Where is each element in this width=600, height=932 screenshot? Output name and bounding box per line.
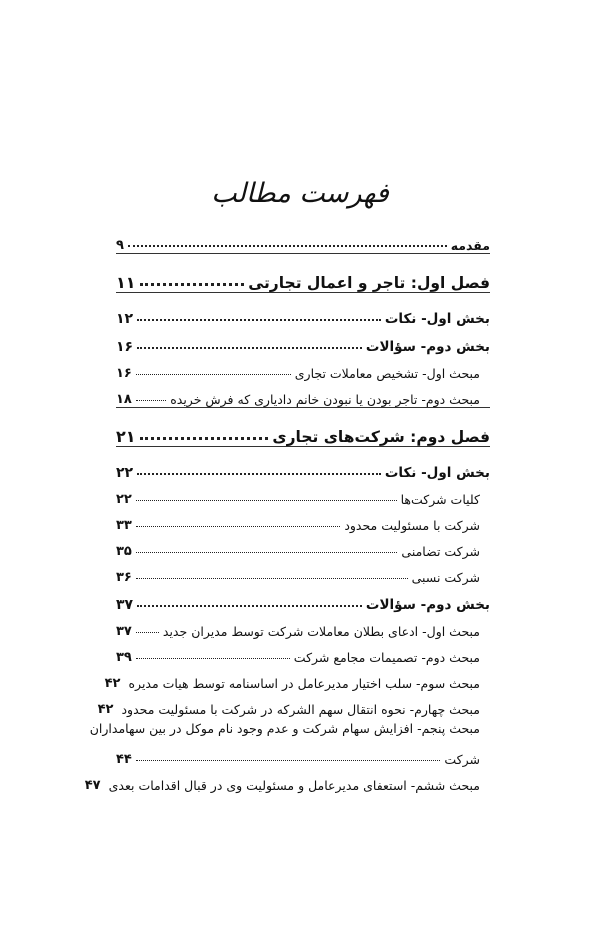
- toc-page-number: ۳۶: [116, 570, 132, 585]
- dot-leader: [136, 551, 398, 553]
- toc-entry-topic: [116, 613, 490, 639]
- toc-entry-text: مبحث چهارم- نحوه انتقال سهم الشرکه در شرکت با مسئولیت محدود: [121, 702, 480, 717]
- toc-entry-text: بخش دوم- سؤالات: [365, 339, 490, 355]
- toc-entry-text: مبحث دوم- تاجر بودن یا نبودن خانم دادیاری که فرش خریده: [170, 392, 480, 407]
- toc-entry-text: مبحث اول- ادعای بطلان معاملات شرکت توسط مدیران جدید: [162, 624, 480, 639]
- toc-entry-line: [116, 741, 480, 767]
- toc-entry-text: شرکت تضامنی: [401, 544, 480, 559]
- dot-leader: [136, 499, 397, 501]
- dot-leader: [140, 282, 245, 286]
- toc-page-number: ۴۲: [104, 676, 121, 691]
- toc-entry-text: مبحث اول- تشخیص معاملات تجاری: [294, 366, 480, 381]
- dot-leader: [128, 244, 447, 247]
- dot-leader: [137, 346, 362, 349]
- dot-leader: [136, 525, 340, 527]
- toc-entry-text: بخش اول- نکات: [384, 465, 490, 481]
- divider: [116, 407, 490, 408]
- toc-page-number: ۱۸: [116, 392, 132, 407]
- toc-entry-topic: [104, 665, 490, 691]
- toc-entry-part: [116, 453, 490, 481]
- dot-leader: [136, 577, 408, 579]
- toc-entry-chapter-2: [116, 414, 490, 446]
- toc-page-number: ۴۲: [97, 702, 114, 717]
- toc-entry-text: مبحث ششم- استعفای مدیرعامل و مسئولیت وی در قبال اقدامات بعدی: [108, 778, 480, 793]
- dot-leader: [136, 373, 291, 375]
- toc-entry-text: فصل اول: تاجر و اعمال تجارتی: [248, 274, 490, 292]
- dot-leader: [136, 759, 441, 761]
- toc-entry-introduction: [116, 229, 490, 253]
- toc-entry-topic: [116, 507, 490, 533]
- page-title: فهرست مطالب: [211, 178, 389, 209]
- dot-leader: [136, 631, 159, 633]
- toc-entry-text: بخش دوم- سؤالات: [365, 597, 490, 613]
- divider: [116, 446, 490, 447]
- toc-page-number: ۴۷: [84, 778, 101, 793]
- dot-leader: [136, 399, 166, 401]
- toc-entry-text: مقدمه: [450, 238, 490, 253]
- toc-entry-text: کلیات شرکت‌ها: [400, 492, 480, 507]
- toc-entry-text: فصل دوم: شرکت‌های تجاری: [272, 428, 490, 446]
- toc-entry-part: [116, 299, 490, 327]
- toc-entry-topic: [116, 639, 490, 665]
- toc-page-number: ۲۱: [116, 427, 136, 446]
- toc-entry-text: شرکت با مسئولیت محدود: [344, 518, 480, 533]
- toc-page-number: ۳۹: [116, 650, 132, 665]
- toc-entry-topic: [116, 481, 490, 507]
- toc-entry-part: [116, 585, 490, 613]
- toc-entry-chapter-1: [116, 260, 490, 292]
- toc-page-number: ۳۵: [116, 544, 132, 559]
- toc-entry-wrap: [89, 717, 480, 767]
- toc-entry-topic: [97, 691, 490, 717]
- toc-entry-text: شرکت نسبی: [411, 570, 480, 585]
- toc-page-number: ۲۲: [116, 465, 134, 481]
- toc-page-number: ۱۶: [116, 366, 132, 381]
- divider: [116, 292, 490, 293]
- toc-entry-topic: [116, 381, 490, 407]
- toc-entry-text-continued: شرکت: [444, 752, 480, 767]
- toc-entry-topic: [89, 717, 490, 767]
- divider: [116, 253, 490, 254]
- toc-entry-topic: [84, 767, 490, 793]
- dot-leader: [137, 472, 381, 475]
- dot-leader: [137, 318, 381, 321]
- toc-entry-topic: [116, 533, 490, 559]
- toc-entry-topic: [116, 355, 490, 381]
- dot-leader: [140, 436, 269, 440]
- toc-entry-text: بخش اول- نکات: [384, 311, 490, 327]
- toc-entry-text: مبحث دوم- تصمیمات مجامع شرکت: [293, 650, 480, 665]
- toc-page-number: ۹: [116, 238, 124, 253]
- toc-page-number: ۳۷: [116, 624, 132, 639]
- toc-entry-text: مبحث سوم- سلب اختیار مدیرعامل در اساسنامه توسط هیات مدیره: [128, 676, 480, 691]
- dot-leader: [136, 657, 290, 659]
- toc-page-number: ۳۳: [116, 518, 132, 533]
- toc-page-number: ۱۲: [116, 311, 134, 327]
- toc-entry-part: [116, 327, 490, 355]
- toc-entry-text: مبحث پنجم- افزایش سهام شرکت و عدم وجود نام موکل در بین سهامداران: [89, 721, 480, 736]
- toc-page-number: ۱۱: [116, 273, 136, 292]
- toc-page-number: ۱۶: [116, 339, 134, 355]
- toc-page-number: ۳۷: [116, 597, 134, 613]
- dot-leader: [137, 604, 362, 607]
- table-of-contents: [84, 229, 490, 793]
- toc-entry-topic: [116, 559, 490, 585]
- toc-page-number: ۴۴: [116, 752, 132, 767]
- toc-page-number: ۲۲: [116, 492, 132, 507]
